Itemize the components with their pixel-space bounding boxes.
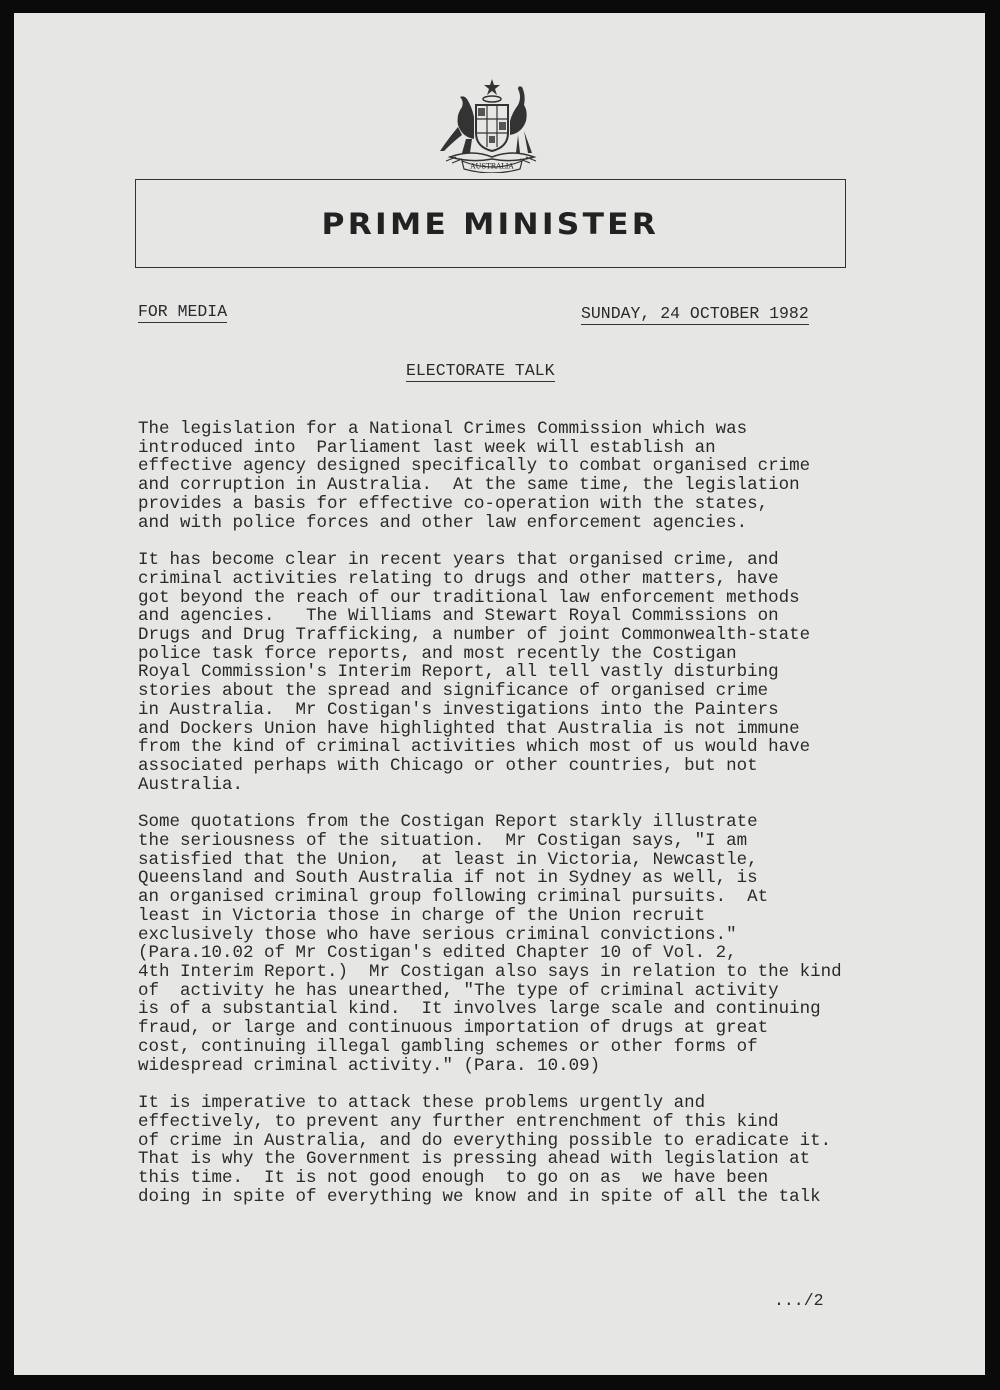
page-title: PRIME MINISTER (321, 206, 660, 241)
paragraph (138, 551, 938, 794)
text-line: doing in spite of everything we know and in spite of all the talk (138, 1186, 821, 1207)
page-continuation-marker: .../2 (774, 1291, 824, 1310)
text-line: criminal activities relating to drugs and other matters, have (138, 568, 779, 589)
paragraph (138, 1094, 938, 1206)
text-line: fraud, or large and continuous importation of drugs at great (138, 1018, 769, 1039)
text-line: and corruption in Australia. At the same time, the legislation (138, 475, 800, 496)
text-line: cost, continuing illegal gambling schemes or other forms of (138, 1036, 758, 1057)
text-line: of crime in Australia, and do everything possible to eradicate it. (138, 1130, 832, 1151)
release-date: SUNDAY, 24 OCTOBER 1982 (581, 304, 809, 323)
paragraph (138, 813, 938, 1075)
text-line: effectively, to prevent any further entrenchment of this kind (138, 1111, 779, 1132)
text-line: widespread criminal activity." (Para. 10.09) (138, 1055, 601, 1076)
section-heading: ELECTORATE TALK (406, 361, 555, 380)
text-line: Royal Commission's Interim Report, all tell vastly disturbing (138, 662, 779, 683)
text-line: That is why the Government is pressing ahead with legislation at (138, 1149, 811, 1170)
text-line: got beyond the reach of our traditional law enforcement methods (138, 587, 800, 608)
text-line: the seriousness of the situation. Mr Costigan says, "I am (138, 831, 748, 852)
text-line: effective agency designed specifically to combat organised crime (138, 456, 811, 477)
text-line: and with police forces and other law enforcement agencies. (138, 512, 748, 533)
paragraph (138, 420, 938, 532)
text-line: It has become clear in recent years that organised crime, and (138, 550, 779, 571)
text-line: stories about the spread and significance of organised crime (138, 681, 769, 702)
text-line: least in Victoria those in charge of the Union recruit (138, 905, 706, 926)
text-line: in Australia. Mr Costigan's investigations into the Painters (138, 699, 779, 720)
text-line: associated perhaps with Chicago or other countries, but not (138, 755, 758, 776)
text-line: Australia. (138, 774, 244, 795)
body-text (138, 420, 938, 1225)
text-line: and Dockers Union have highlighted that Australia is not immune (138, 718, 800, 739)
text-line: satisfied that the Union, at least in Victoria, Newcastle, (138, 849, 758, 870)
text-line: an organised criminal group following criminal pursuits. At (138, 887, 769, 908)
text-line: and agencies. The Williams and Stewart Royal Commissions on (138, 606, 779, 627)
text-line: It is imperative to attack these problems urgently and (138, 1093, 706, 1114)
seal-label: AUSTRALIA (470, 162, 514, 171)
text-line: Some quotations from the Costigan Report starkly illustrate (138, 812, 758, 833)
text-line: is of a substantial kind. It involves large scale and continuing (138, 999, 821, 1020)
document-page (14, 13, 985, 1375)
text-line: 4th Interim Report.) Mr Costigan also says in relation to the kind (138, 961, 842, 982)
text-line: exclusively those who have serious criminal convictions." (138, 924, 737, 945)
text-line: introduced into Parliament last week will establish an (138, 437, 716, 458)
text-line: The legislation for a National Crimes Commission which was (138, 419, 748, 439)
text-line: police task force reports, and most recently the Costigan (138, 643, 737, 664)
text-line: Queensland and South Australia if not in Sydney as well, is (138, 868, 758, 889)
text-line: (Para.10.02 of Mr Costigan's edited Chapter 10 of Vol. 2, (138, 943, 737, 964)
text-line: this time. It is not good enough to go on as we have been (138, 1168, 769, 1189)
coat-of-arms-icon (432, 77, 550, 173)
title-box (135, 179, 846, 268)
release-label: FOR MEDIA (138, 302, 228, 321)
text-line: Drugs and Drug Trafficking, a number of joint Commonwealth-state (138, 625, 811, 646)
text-line: of activity he has unearthed, "The type of criminal activity (138, 980, 779, 1001)
text-line: from the kind of criminal activities which most of us would have (138, 737, 811, 758)
text-line: provides a basis for effective co-operation with the states, (138, 493, 769, 514)
